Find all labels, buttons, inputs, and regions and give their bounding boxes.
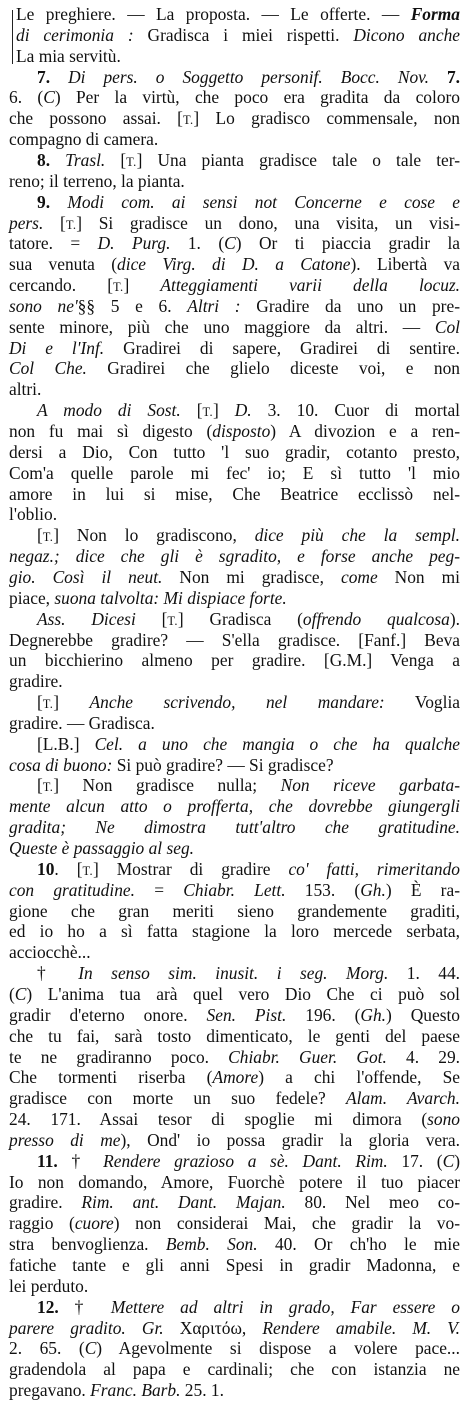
- text-line: [9, 150, 460, 172]
- text-run: ). Libertà va: [350, 254, 460, 274]
- text-line: [9, 838, 460, 858]
- text-run: dersi a Dio, Con tutto 'l suo gradir, cotanto presto,: [9, 442, 460, 462]
- text-run: con gratitudine.: [9, 880, 135, 900]
- text-run: (: [9, 984, 15, 1004]
- text-line: [9, 942, 460, 962]
- text-run: Rendere grazioso a sè. Dant. Rim.: [103, 1151, 388, 1171]
- text-run: La mia servitù.: [16, 46, 121, 66]
- text-run: stra benvoglienza.: [9, 1234, 166, 1254]
- text-run: 10: [37, 859, 55, 879]
- text-run: 6. (: [9, 87, 44, 107]
- text-line: [9, 1192, 460, 1212]
- text-run: T.: [65, 218, 77, 232]
- text-line: [9, 1276, 460, 1296]
- text-run: Non mi: [377, 567, 460, 587]
- text-run: 80. Nel meo co-: [285, 1192, 460, 1212]
- text-line: [9, 1026, 460, 1046]
- text-run: Cel. a uno che mangia o che ha qualche: [94, 734, 460, 754]
- text-line: [9, 213, 460, 235]
- text-run: Amore: [212, 1067, 259, 1087]
- text-run: altri.: [9, 379, 42, 399]
- text-line: [9, 463, 460, 483]
- text-run: 3. 10. Cuor di mortal: [251, 400, 460, 420]
- text-run: Di pers. o Soggetto personif. Bocc. Nov.: [68, 67, 429, 87]
- text-run: Anche scrivendo, nel mandare:: [89, 692, 385, 712]
- text-run: sono ne': [9, 296, 78, 316]
- text-run: sua venuta (: [9, 254, 118, 274]
- text-run: compagno di camera.: [9, 129, 159, 149]
- text-line: [9, 650, 460, 670]
- text-run: ] Mostrar di gradire: [92, 859, 289, 879]
- text-line: [9, 275, 460, 297]
- text-run: Rendere amabile. M. V.: [262, 1318, 461, 1338]
- text-line: [9, 1359, 460, 1379]
- text-run: Che tormenti riserba (: [9, 1067, 213, 1087]
- text-run: ] Non lo gradiscono,: [53, 525, 255, 545]
- text-run: Altri :: [187, 296, 241, 316]
- text-run: T.: [182, 113, 194, 127]
- text-line: [9, 1338, 460, 1358]
- text-run: =: [134, 880, 184, 900]
- text-run: 7.: [446, 67, 460, 87]
- text-run: T.: [42, 780, 54, 794]
- text-run: ) Agevolmente si dispose a volere pace...: [96, 1338, 460, 1358]
- text-run: 12.: [37, 1297, 59, 1317]
- text-run: T.: [202, 405, 213, 419]
- text-run: ] Non gradisce nulla;: [53, 775, 281, 795]
- text-line: [9, 817, 460, 837]
- text-run: ) Or ti piaccia gradir la: [235, 233, 460, 253]
- text-run: dice Virg. di D. a Catone: [117, 254, 351, 274]
- text-run: Trasl.: [65, 150, 106, 170]
- text-run: pers.: [9, 213, 44, 233]
- text-line: [9, 1151, 460, 1171]
- text-run: C: [43, 87, 55, 107]
- text-run: 40. Or ch'ho le mie: [257, 1234, 460, 1254]
- text-run: 24. 171. Assai tesor di spoglie mi dimora (: [9, 1109, 428, 1129]
- text-line: [9, 192, 460, 212]
- text-line: [9, 46, 460, 66]
- text-run: T.: [126, 155, 137, 169]
- text-run: 11.: [37, 1151, 58, 1171]
- text-run: ), Ond' io possa gradir la gloria vera.: [120, 1130, 460, 1150]
- text-run: ) L'anima tua arà quel vero Dio Che ci può sol: [26, 984, 460, 1004]
- text-line: [9, 692, 460, 714]
- text-run: di cerimonia :: [16, 25, 134, 45]
- text-line: [9, 358, 460, 378]
- text-run: Voglia: [384, 692, 461, 712]
- text-run: suona talvolta: Mi dispiace forte.: [54, 588, 287, 608]
- text-run: 1. (: [170, 233, 225, 253]
- text-line: [9, 963, 460, 983]
- text-line: [9, 254, 460, 274]
- text-line: [9, 379, 460, 399]
- text-run: 153. (: [285, 880, 361, 900]
- text-run: Modi com. ai sensi not Concerne e cose e: [67, 192, 460, 212]
- text-run: ).: [449, 609, 460, 629]
- text-line: [9, 796, 460, 816]
- text-run: †: [57, 1151, 104, 1171]
- text-run: ) Per la virtù, che poco era gradita da coloro: [54, 87, 461, 107]
- text-line: [9, 1130, 460, 1150]
- text-run: †: [58, 1297, 111, 1317]
- text-line: [9, 984, 460, 1004]
- text-line: [9, 317, 460, 337]
- text-line: [9, 484, 460, 504]
- text-run: C: [224, 233, 236, 253]
- text-run: Gradire da uno un pre-: [240, 296, 460, 316]
- text-run: ]: [53, 692, 90, 712]
- text-run: offrendo qualcosa: [302, 609, 450, 629]
- text-run: piace,: [9, 588, 55, 608]
- text-run: pregavano.: [9, 1380, 91, 1400]
- text-line: [9, 171, 460, 191]
- text-line: [9, 504, 460, 524]
- text-line: [9, 1318, 460, 1338]
- text-line: [9, 713, 460, 733]
- text-line: [9, 442, 460, 462]
- text-line: [9, 734, 460, 754]
- text-run: ] Gradisca (: [177, 609, 303, 629]
- text-run: gio. Così il neut.: [9, 567, 163, 587]
- text-run: Bemb. Son.: [165, 1234, 258, 1254]
- text-run: gradire.: [9, 1192, 82, 1212]
- text-run: cosa di buono:: [9, 755, 113, 775]
- text-run: ] Lo gradisco commensale, non: [193, 108, 460, 128]
- text-line: [9, 630, 460, 650]
- text-run: sente minore, più che uno maggiore da altri. —: [9, 317, 435, 337]
- text-run: †: [37, 963, 79, 983]
- text-run: [: [37, 525, 43, 545]
- text-line: [9, 25, 460, 45]
- text-line: [9, 1380, 460, 1400]
- text-run: [L.B.]: [37, 734, 95, 754]
- text-line: [9, 1213, 460, 1233]
- text-line: [9, 1255, 460, 1275]
- text-line: [9, 588, 460, 608]
- text-run: Non riceve garbata-: [280, 775, 460, 795]
- text-run: [: [43, 213, 66, 233]
- text-run: gradendola al papa e cardinali; che con istanzia ne: [9, 1359, 460, 1379]
- text-run: ]: [212, 400, 235, 420]
- text-run: gradita; Ne dimostra tutt'altro che gratitudine.: [9, 817, 460, 837]
- text-run: Alam. Avarch.: [346, 1088, 460, 1108]
- text-run: 8.: [37, 150, 51, 170]
- text-run: D. Purg.: [97, 233, 171, 253]
- text-run: fatiche tante e gli anni Spesi in gradir Madonna, e: [9, 1255, 460, 1275]
- text-line: [9, 1297, 460, 1317]
- text-run: T.: [42, 697, 54, 711]
- text-line: [9, 1234, 460, 1254]
- text-run: disposto: [212, 421, 271, 441]
- text-run: Degnerebbe gradire? — S'ella gradisce. [Fanf.] Beva: [9, 630, 460, 650]
- text-run: cercando. [: [9, 275, 114, 295]
- text-run: presso di me: [9, 1130, 121, 1150]
- text-run: un bicchierino almeno per gradire. [G.M.] Venga a: [9, 650, 460, 670]
- text-run: 1. 44.: [388, 963, 460, 983]
- text-line: [9, 1172, 460, 1192]
- text-run: 196. (: [286, 1005, 361, 1025]
- text-run: 4. 29.: [386, 1047, 460, 1067]
- text-line: [9, 338, 460, 358]
- text-line: [9, 1088, 460, 1108]
- text-run: 7.: [37, 67, 51, 87]
- text-run: cuore: [74, 1213, 114, 1233]
- text-run: A modo di Sost.: [37, 400, 181, 420]
- text-line: [9, 1109, 460, 1129]
- text-run: acciocchè...: [9, 942, 91, 962]
- text-run: 9.: [37, 192, 51, 212]
- text-line: [9, 296, 460, 316]
- text-run: raggio (: [9, 1213, 75, 1233]
- text-run: T.: [42, 530, 54, 544]
- text-run: gione che gran meriti sieno grandemente graditi,: [9, 901, 460, 921]
- text-line: [9, 87, 460, 107]
- text-run: C: [84, 1338, 97, 1358]
- text-run: Gradirei che glielo diceste voi, e non: [86, 358, 460, 378]
- text-run: ] Una pianta gradisce tale o tale ter-: [136, 150, 461, 170]
- text-run: ) A divozion e a ren-: [270, 421, 460, 441]
- text-run: §§ 5 e 6.: [77, 296, 188, 316]
- text-run: C: [442, 1151, 455, 1171]
- text-line: [9, 108, 460, 130]
- text-line: [9, 859, 460, 881]
- text-run: Queste è passaggio al seg.: [9, 838, 194, 858]
- text-run: Non mi gradisce,: [162, 567, 341, 587]
- text-run: ) È ra-: [385, 880, 460, 900]
- text-run: [50, 150, 65, 170]
- text-run: Ass. Dicesi: [37, 609, 136, 629]
- text-run: T.: [82, 864, 93, 878]
- text-run: [: [180, 400, 203, 420]
- text-line: [9, 671, 460, 691]
- text-run: dice più che la sempl.: [254, 525, 460, 545]
- text-run: sono: [427, 1109, 460, 1129]
- text-run: 17. (: [387, 1151, 443, 1171]
- text-run: tatore. =: [9, 233, 98, 253]
- text-line: [9, 4, 460, 24]
- text-run: Rim. ant. Dant. Majan.: [81, 1192, 286, 1212]
- text-run: Gh.: [360, 880, 386, 900]
- text-run: che tu fai, sarà tosto dimenticato, le genti del paese: [9, 1026, 460, 1046]
- text-run: [: [105, 150, 127, 170]
- text-line: [9, 129, 460, 149]
- text-run: gradisce con morte un suo fedele?: [9, 1088, 346, 1108]
- text-run: gradir d'eterno onore.: [9, 1005, 207, 1025]
- text-run: amore in lui si mise, Che Beatrice ecclissò nel-: [9, 484, 460, 504]
- text-run: Io non domando, Amore, Fuorchè potere il tuo piacer: [9, 1172, 460, 1192]
- text-run: ) non considerai Mai, che gradir la vo-: [113, 1213, 460, 1233]
- text-run: 2. 65. (: [9, 1338, 85, 1358]
- text-run: T.: [167, 614, 178, 628]
- text-line: [9, 1005, 460, 1025]
- text-line: [9, 233, 460, 253]
- text-run: Mettere ad altri in grado, Far essere o: [110, 1297, 460, 1317]
- text-run: come: [340, 567, 378, 587]
- text-run: Di e l'Inf.: [9, 338, 105, 358]
- text-line: [9, 525, 460, 547]
- text-line: [9, 921, 460, 941]
- text-run: Forma: [410, 4, 460, 24]
- text-run: Gh.: [360, 1005, 387, 1025]
- text-run: negaz.; dice che gli è sgradito, e forse anche peg-: [9, 546, 460, 566]
- text-run: non fu mai sì digesto (: [9, 421, 213, 441]
- text-run: [50, 192, 67, 212]
- text-run: Gradisca i miei rispetti.: [133, 25, 354, 45]
- text-run: Si può gradire? — Si gradisce?: [112, 755, 334, 775]
- text-run: Atteggiamenti varii della locuz.: [160, 275, 461, 295]
- text-line: [9, 1047, 460, 1067]
- text-run: parere gradito. Gr.: [9, 1318, 164, 1338]
- text-run: ]: [123, 275, 161, 295]
- text-run: Col: [434, 317, 460, 337]
- text-run: 25. 1.: [180, 1380, 224, 1400]
- text-line: [9, 400, 460, 422]
- text-line: [9, 609, 460, 631]
- text-run: Le preghiere. — La proposta. — Le offerte. —: [16, 4, 411, 24]
- text-run: lei perduto.: [9, 1276, 89, 1296]
- text-run: [50, 67, 68, 87]
- text-run: Gradirei di sapere, Gradirei di sentire.: [104, 338, 460, 358]
- text-run: Col Che.: [9, 358, 87, 378]
- text-run: l'oblio.: [9, 504, 58, 524]
- text-line: [9, 67, 460, 87]
- text-run: Chiabr. Lett.: [183, 880, 286, 900]
- text-run: gradire. — Gradisca.: [9, 713, 155, 733]
- text-run: ) a chi l'offende, Se: [258, 1067, 460, 1087]
- text-run: In senso sim. inusit. i seg. Morg.: [78, 963, 389, 983]
- text-run: Dicono anche: [353, 25, 460, 45]
- text-run: ): [454, 1151, 460, 1171]
- text-run: co' fatti, rimeritando: [288, 859, 460, 879]
- text-run: T.: [113, 280, 124, 294]
- text-run: ] Si gradisce un dono, una visita, un visi-: [76, 213, 461, 233]
- text-run: [: [37, 692, 43, 712]
- text-run: reno; il terreno, la pianta.: [9, 171, 185, 191]
- text-run: D.: [234, 400, 252, 420]
- text-run: che possono assai. [: [9, 108, 183, 128]
- text-run: Chiabr. Guer. Got.: [228, 1047, 387, 1067]
- text-run: C: [14, 984, 27, 1004]
- text-run: . [: [54, 859, 83, 879]
- text-run: te ne gradiranno poco.: [9, 1047, 229, 1067]
- text-run: mente alcun atto o profferta, che dovrebbe giungergli: [9, 796, 460, 816]
- text-run: [: [37, 775, 43, 795]
- text-line: [9, 567, 460, 587]
- text-run: ) Questo: [386, 1005, 460, 1025]
- dictionary-page: [9, 4, 460, 1422]
- text-line: [9, 901, 460, 921]
- text-run: Franc. Barb.: [90, 1380, 181, 1400]
- text-run: Com'a quelle parole mi fec' io; E sì tutto 'l mio: [9, 463, 460, 483]
- text-run: [429, 67, 447, 87]
- text-line: [9, 421, 460, 441]
- text-line: [9, 1067, 460, 1087]
- text-run: gradire.: [9, 671, 63, 691]
- text-run: [: [135, 609, 168, 629]
- text-run: ed io ho a sì fatta stagione la loro mercede serbata,: [9, 921, 460, 941]
- text-line: [9, 755, 460, 775]
- text-line: [9, 775, 460, 797]
- text-run: Sen. Pist.: [206, 1005, 287, 1025]
- text-run: Χαριτόω,: [163, 1318, 263, 1338]
- text-line: [9, 546, 460, 566]
- text-line: [9, 880, 460, 900]
